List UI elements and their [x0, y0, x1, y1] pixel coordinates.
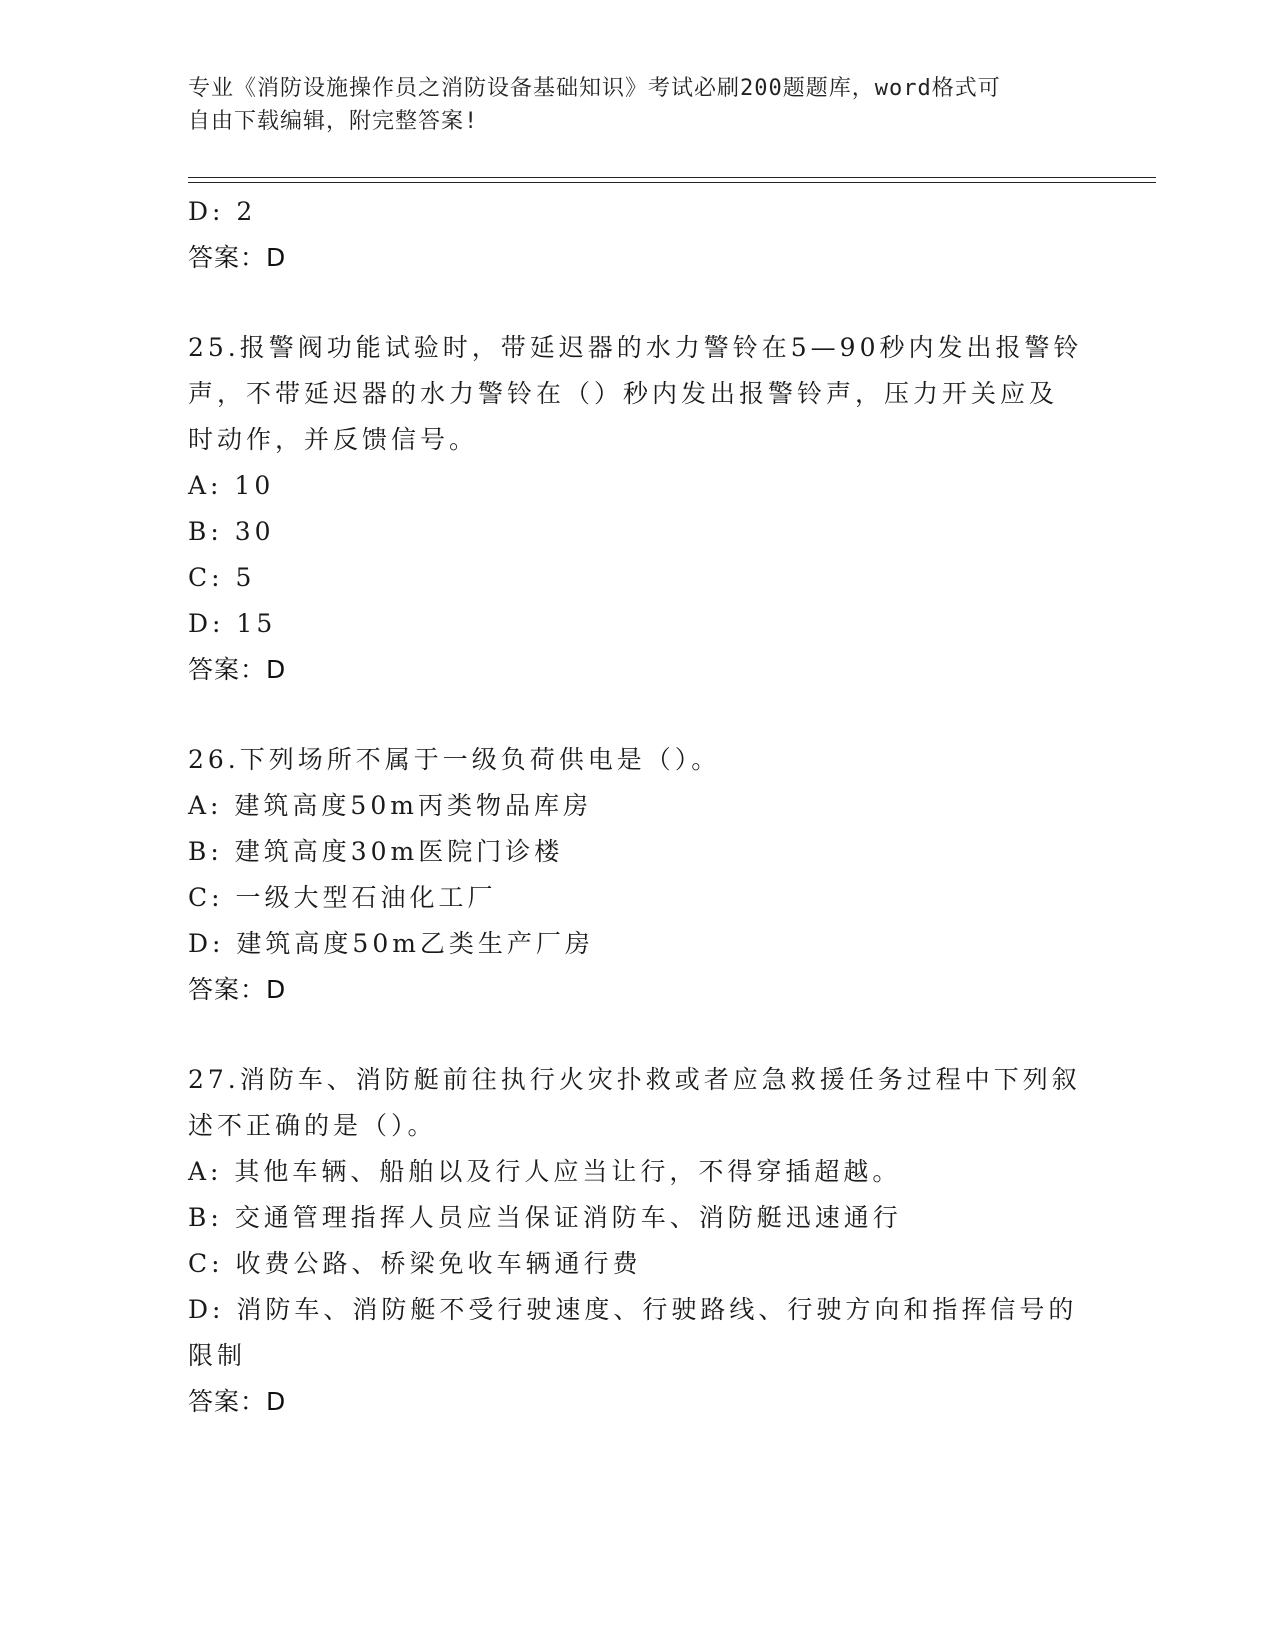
- option-c: C: 一级大型石油化工厂: [188, 883, 497, 912]
- page-header: [188, 72, 1088, 138]
- option-d: D: 2: [188, 197, 257, 226]
- answer: 答案：D: [188, 655, 287, 684]
- option-d: D: 15: [188, 609, 277, 638]
- option-a: A: 其他车辆、船舶以及行人应当让行，不得穿插超越。: [188, 1157, 902, 1186]
- question-content: [188, 189, 1088, 1425]
- option-c: C: 5: [188, 563, 256, 592]
- question-stem-line: 26.下列场所不属于一级负荷供电是（）。: [188, 745, 721, 774]
- question-26: [188, 737, 1088, 1013]
- option-d-continuation: 限制: [188, 1341, 247, 1370]
- answer: 答案：D: [188, 975, 287, 1004]
- spacer: [188, 693, 1088, 737]
- previous-question-tail: [188, 189, 1088, 281]
- header-divider-bottom: [188, 182, 1156, 183]
- option-d: D: 消防车、消防艇不受行驶速度、行驶路线、行驶方向和指挥信号的: [188, 1295, 1078, 1324]
- header-title-line-1: 专业《消防设施操作员之消防设备基础知识》考试必刷200题题库，word格式可: [188, 76, 1001, 101]
- option-b: B: 30: [188, 517, 275, 546]
- question-stem-line: 述不正确的是（）。: [188, 1111, 437, 1140]
- option-a: A: 建筑高度50m丙类物品库房: [188, 791, 592, 820]
- spacer: [188, 281, 1088, 325]
- question-stem-line: 27.消防车、消防艇前往执行火灾扑救或者应急救援任务过程中下列叙: [188, 1065, 1081, 1094]
- question-stem-line: 25.报警阀功能试验时，带延迟器的水力警铃在5—90秒内发出报警铃: [188, 333, 1083, 362]
- answer: 答案：D: [188, 243, 287, 272]
- option-c: C: 收费公路、桥梁免收车辆通行费: [188, 1249, 642, 1278]
- answer: 答案：D: [188, 1387, 287, 1416]
- question-stem-line: 声，不带延迟器的水力警铃在（）秒内发出报警铃声，压力开关应及: [188, 379, 1059, 408]
- question-stem-line: 时动作，并反馈信号。: [188, 425, 479, 454]
- option-a: A: 10: [188, 471, 275, 500]
- header-title-line-2: 自由下载编辑，附完整答案!: [188, 109, 479, 134]
- spacer: [188, 1013, 1088, 1057]
- question-27: [188, 1057, 1088, 1425]
- header-divider-top: [188, 177, 1156, 178]
- option-b: B: 交通管理指挥人员应当保证消防车、消防艇迅速通行: [188, 1203, 902, 1232]
- question-25: [188, 325, 1088, 693]
- option-b: B: 建筑高度30m医院门诊楼: [188, 837, 564, 866]
- option-d: D: 建筑高度50m乙类生产厂房: [188, 929, 594, 958]
